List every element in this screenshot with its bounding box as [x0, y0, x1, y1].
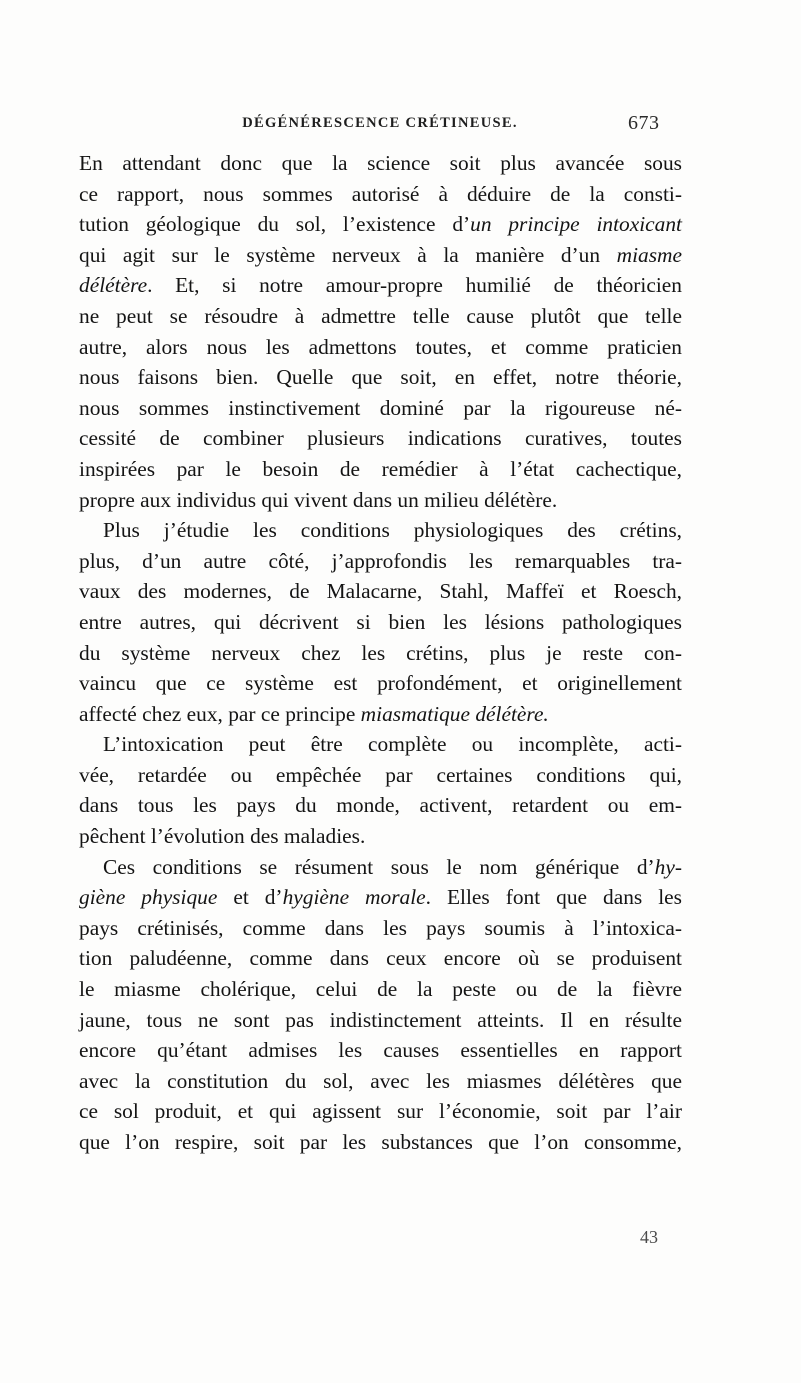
- text-run: inspirées par le besoin de remédier à l’état cachectique,: [79, 456, 682, 481]
- text-run: nous faisons bien. Quelle que soit, en effet, notre théorie,: [79, 365, 682, 390]
- text-line: [79, 209, 682, 240]
- text-run: affecté chez eux, par ce principe: [79, 701, 361, 726]
- paragraph: [79, 729, 682, 851]
- signature-mark: 43: [640, 1227, 658, 1247]
- text-line: [79, 240, 682, 271]
- text-line: [79, 576, 682, 607]
- page-number: 673: [628, 112, 660, 134]
- text-line: [79, 1096, 682, 1127]
- italic-phrase: miasmatique délétère.: [360, 701, 549, 726]
- body-text: [79, 148, 682, 1158]
- text-run: ne peut se résoudre à admettre telle cause plutôt que telle: [79, 303, 682, 328]
- text-run: propre aux individus qui vivent dans un milieu délétère.: [79, 487, 558, 512]
- text-run: pays crétinisés, comme dans les pays soumis à l’intoxica-: [79, 915, 682, 940]
- italic-phrase: délétère: [79, 273, 148, 298]
- paragraph: [79, 148, 682, 515]
- text-line: [79, 515, 682, 546]
- text-line: [79, 423, 682, 454]
- text-run: Ces conditions se résument sous le nom générique d’: [103, 854, 655, 879]
- text-line: [79, 699, 682, 730]
- text-run: qui agit sur le système nerveux à la manière d’un: [79, 242, 617, 267]
- text-line: [79, 1005, 682, 1036]
- text-line: [79, 270, 682, 301]
- text-run: jaune, tous ne sont pas indistinctement atteints. Il en résulte: [79, 1007, 682, 1032]
- text-run: dans tous les pays du monde, activent, retardent ou em-: [79, 793, 682, 818]
- text-line: [79, 1035, 682, 1066]
- text-line: [79, 729, 682, 760]
- text-run: que l’on respire, soit par les substances que l’on consomme,: [79, 1130, 682, 1154]
- italic-phrase: un principe intoxicant: [470, 212, 682, 237]
- text-line: [79, 760, 682, 791]
- text-line: [79, 852, 682, 883]
- text-run: plus, d’un autre côté, j’approfondis les remarquables tra-: [79, 548, 682, 573]
- text-line: [79, 546, 682, 577]
- text-run: . Elles font que dans les: [425, 885, 682, 910]
- text-line: [79, 301, 682, 332]
- text-run: Plus j’étudie les conditions physiologiques des crétins,: [103, 518, 682, 543]
- text-line: [79, 638, 682, 669]
- text-run: L’intoxication peut être complète ou incomplète, acti-: [103, 732, 682, 757]
- text-run: cessité de combiner plusieurs indications curatives, toutes: [79, 426, 682, 451]
- text-line: [79, 179, 682, 210]
- text-line: [79, 332, 682, 363]
- text-run: . Et, si notre amour-propre humilié de théoricien: [147, 273, 682, 298]
- text-run: tution géologique du sol, l’existence d’: [79, 212, 471, 237]
- text-line: [79, 607, 682, 638]
- text-run: En attendant donc que la science soit plus avancée sous: [79, 151, 682, 175]
- text-run: ce sol produit, et qui agissent sur l’économie, soit par l’air: [79, 1099, 682, 1124]
- italic-phrase: hy-: [654, 854, 682, 879]
- text-run: vaincu que ce système est profondément, et originellement: [79, 671, 682, 696]
- text-run: encore qu’étant admises les causes essentielles en rapport: [79, 1038, 682, 1063]
- text-run: tion paludéenne, comme dans ceux encore où se produisent: [79, 946, 682, 971]
- text-run: nous sommes instinctivement dominé par la rigoureuse né-: [79, 395, 682, 420]
- text-line: [79, 668, 682, 699]
- text-line: [79, 1066, 682, 1097]
- paragraph: [79, 515, 682, 729]
- text-line: [79, 454, 682, 485]
- text-run: avec la constitution du sol, avec les miasmes délétères que: [79, 1068, 682, 1093]
- text-line: [79, 148, 682, 179]
- text-run: ce rapport, nous sommes autorisé à déduire de la consti-: [79, 181, 682, 206]
- text-line: [79, 1127, 682, 1158]
- text-run: et d’: [217, 885, 283, 910]
- text-run: pêchent l’évolution des maladies.: [79, 824, 366, 849]
- text-line: [79, 362, 682, 393]
- text-run: vaux des modernes, de Malacarne, Stahl, Maffeï et Roesch,: [79, 579, 682, 604]
- text-run: du système nerveux chez les crétins, plus je reste con-: [79, 640, 682, 665]
- text-line: [79, 943, 682, 974]
- running-head: [0, 112, 801, 139]
- text-run: vée, retardée ou empêchée par certaines conditions qui,: [79, 762, 682, 787]
- text-run: entre autres, qui décrivent si bien les lésions pathologiques: [79, 609, 682, 634]
- italic-phrase: miasme: [616, 242, 682, 267]
- text-line: [79, 485, 682, 516]
- text-line: [79, 821, 682, 852]
- text-run: le miasme cholérique, celui de la peste ou de la fièvre: [79, 977, 682, 1002]
- text-line: [79, 882, 682, 913]
- text-line: [79, 393, 682, 424]
- running-title: DÉGÉNÉRESCENCE CRÉTINEUSE.: [242, 115, 518, 131]
- text-line: [79, 790, 682, 821]
- text-line: [79, 913, 682, 944]
- text-run: autre, alors nous les admettons toutes, et comme praticien: [79, 334, 682, 359]
- paragraph: [79, 852, 682, 1158]
- italic-phrase: hygiène morale: [282, 885, 426, 910]
- italic-phrase: giène physique: [79, 885, 218, 910]
- text-line: [79, 974, 682, 1005]
